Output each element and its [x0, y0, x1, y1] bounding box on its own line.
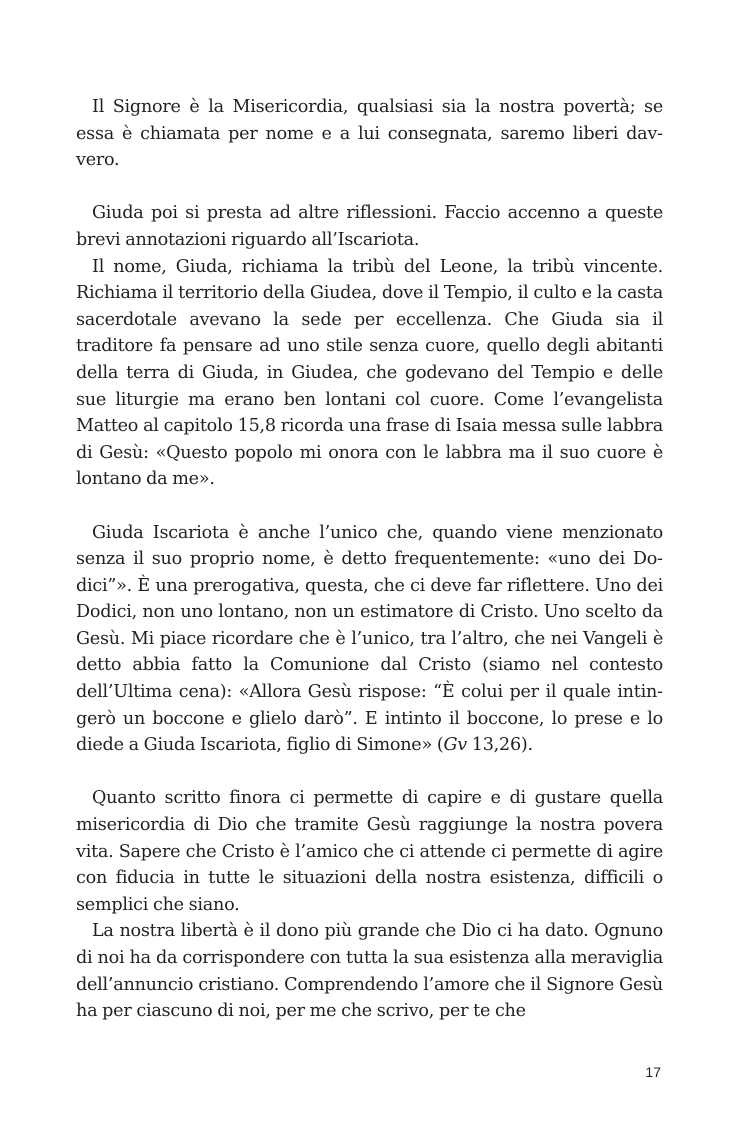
citation-reference: 13,26).: [466, 735, 533, 756]
paragraph-uno-dei-dodici-text: Giuda Iscariota è anche l’unico che, quando viene menzionato senza il suo proprio nome, è detto frequentemente: «uno dei Dodici”». È una prerogativa, questa, che ci deve far riflettere. Uno dei Dodici, non uno lontano, non un estimatore di Cristo. Uno scelto da Gesù. Mi piace ricordare che è l’unico, tra l’altro, che nei Vangeli è detto abbia fatto la Comunione dal Cristo (siamo nel contesto dell’Ultima cena): «Allora Gesù rispose: “È colui per il quale intingerò un boccone e glielo darò”. E intinto il boccone, lo prese e lo diede a Giuda Iscariota, figlio di Simone» (: [76, 522, 663, 756]
paragraph-giuda-riflessioni: Giuda poi si presta ad altre riflessioni. Faccio accenno a queste brevi annotazioni riguardo all’Iscariota.: [76, 203, 663, 250]
paragraph-misericordia-di-dio: Quanto scritto finora ci permette di capire e di gustare quella misericordia di Dio che tramite Gesù raggiunge la nostra povera vita. Sapere che Cristo è l’amico che ci attende ci permette di agire con fiducia in tutte le situazioni della nostra esistenza, difficili o semplici che siano.: [76, 788, 663, 915]
paragraph-nome-giuda: Il nome, Giuda, richiama la tribù del Leone, la tribù vincente. Richiama il territorio della Giudea, dove il Tempio, il culto e la casta sacerdotale avevano la sede per eccellenza. Che Giuda sia il traditore fa pensare ad uno stile senza cuore, quello degli abitanti della terra di Giuda, in Giudea, che godevano del Tempio e delle sue liturgie ma erano ben lontani col cuore. Come l’evangelista Matteo al capitolo 15,8 ricorda una frase di Isaia messa sulle labbra di Gesù: «Questo popolo mi onora con le labbra ma il suo cuore è lontano da me».: [76, 256, 663, 490]
page-number: 17: [645, 1064, 661, 1080]
paragraph-liberta: La nostra libertà è il dono più grande che Dio ci ha dato. Ognuno di noi ha da corrispondere con tutta la sua esistenza alla meraviglia dell’annuncio cristiano. Comprendendo l’amore che il Signore Gesù ha per ciascuno di noi, per me che scrivo, per te che: [76, 921, 663, 1022]
citation-gospel-abbrev: Gv: [443, 735, 467, 756]
paragraph-misericordia: Il Signore è la Misericordia, qualsiasi sia la nostra povertà; se essa è chiamata per nome e a lui consegnata, saremo liberi davvero.: [76, 97, 663, 171]
paragraph-uno-dei-dodici: [76, 520, 663, 759]
body-text: [76, 94, 663, 1025]
